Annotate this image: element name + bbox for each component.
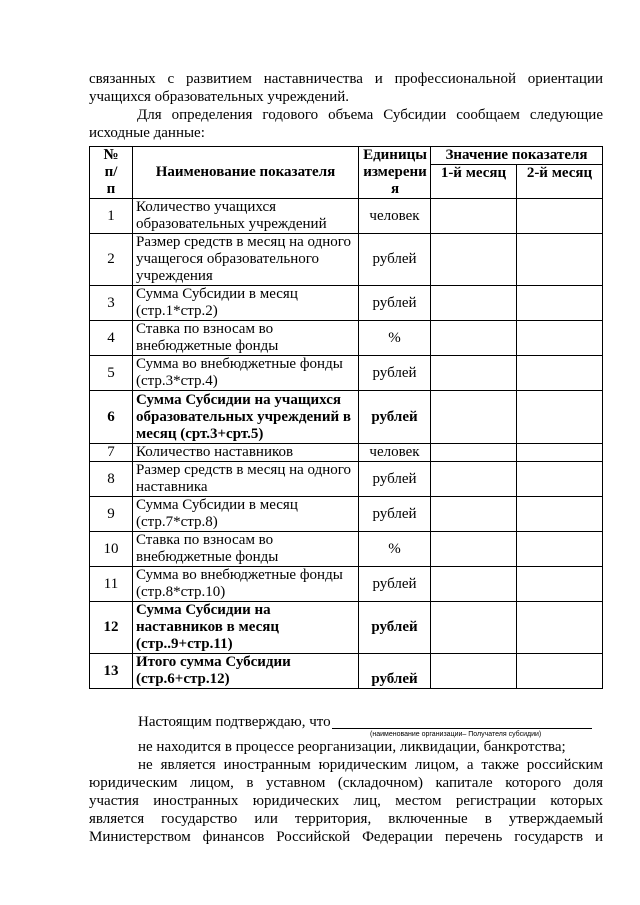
organization-name-caption: (наименование организации– Получателя субсидии) [370,731,542,738]
indicator-name: Ставка по взносам во внебюджетные фонды [133,532,359,567]
table-row [90,602,603,654]
month-1-value[interactable] [431,391,517,444]
unit-of-measure: рублей [359,602,431,654]
table-row [90,199,603,234]
month-2-value[interactable] [517,567,603,602]
header-value: Значение показателя [431,147,603,165]
month-1-value[interactable] [431,234,517,286]
table-row [90,532,603,567]
month-2-value[interactable] [517,654,603,689]
indicator-name: Сумма Субсидии в месяц (стр.7*стр.8) [133,497,359,532]
month-2-value[interactable] [517,444,603,462]
certify-prefix: Настоящим подтверждаю, что [138,714,331,730]
organization-name-field[interactable] [332,728,592,729]
unit-of-measure: рублей [359,654,431,689]
month-2-value[interactable] [517,286,603,321]
table-row [90,444,603,462]
indicator-name: Сумма Субсидии в месяц (стр.1*стр.2) [133,286,359,321]
indicators-table [89,146,603,689]
month-1-value[interactable] [431,462,517,497]
table-row [90,497,603,532]
header-name: Наименование показателя [133,147,359,199]
month-2-value[interactable] [517,497,603,532]
unit-of-measure: рублей [359,567,431,602]
intro-line-3: Для определения годового объема Субсидии сообщаем следующие [137,107,603,123]
row-number: 10 [90,532,133,567]
indicator-name: Размер средств в месяц на одного учащегося образовательного учреждения [133,234,359,286]
unit-of-measure: % [359,532,431,567]
header-num: № п/п [90,147,133,199]
indicator-name: Количество наставников [133,444,359,462]
table-row [90,356,603,391]
row-number: 6 [90,391,133,444]
row-number: 1 [90,199,133,234]
month-1-value[interactable] [431,286,517,321]
indicator-name: Размер средств в месяц на одного наставника [133,462,359,497]
unit-of-measure: рублей [359,286,431,321]
month-1-value[interactable] [431,567,517,602]
row-number: 13 [90,654,133,689]
intro-line-4: исходные данные: [89,125,205,141]
row-number: 2 [90,234,133,286]
month-1-value[interactable] [431,199,517,234]
table-row [90,462,603,497]
header-month-2: 2-й месяц [517,165,603,199]
unit-of-measure: человек [359,444,431,462]
header-month-1: 1-й месяц [431,165,517,199]
month-1-value[interactable] [431,497,517,532]
row-number: 7 [90,444,133,462]
month-1-value[interactable] [431,356,517,391]
unit-of-measure: рублей [359,462,431,497]
month-1-value[interactable] [431,444,517,462]
unit-of-measure: рублей [359,497,431,532]
table-row [90,286,603,321]
row-number: 5 [90,356,133,391]
table-row [90,321,603,356]
row-number: 4 [90,321,133,356]
certify-p2-line-3: участия иностранных юридических лиц, местом регистрации которых [89,793,603,809]
intro-line-1: связанных с развитием наставничества и профессиональной ориентации [89,71,603,87]
table-row [90,391,603,444]
unit-of-measure: рублей [359,234,431,286]
indicator-name: Сумма Субсидии на учащихся образовательных учреждений в месяц (срт.3+срт.5) [133,391,359,444]
table-row [90,567,603,602]
intro-line-2: учащихся образовательных учреждений. [89,89,350,105]
unit-of-measure: % [359,321,431,356]
row-number: 3 [90,286,133,321]
row-number: 8 [90,462,133,497]
indicator-name: Количество учащихся образовательных учреждений [133,199,359,234]
month-2-value[interactable] [517,199,603,234]
certify-p2-line-2: юридическим лицом, в уставном (складочном) капитале которого доля [89,775,603,791]
indicator-name: Сумма Субсидии на наставников в месяц (стр..9+стр.11) [133,602,359,654]
certify-p2-line-4: является государство или территория, включенные в утверждаемый [89,811,603,827]
indicator-name: Сумма во внебюджетные фонды (стр.8*стр.10) [133,567,359,602]
indicator-name: Сумма во внебюджетные фонды (стр.3*стр.4) [133,356,359,391]
month-2-value[interactable] [517,532,603,567]
month-2-value[interactable] [517,462,603,497]
month-2-value[interactable] [517,391,603,444]
month-2-value[interactable] [517,321,603,356]
indicator-name: Итого сумма Субсидии (стр.6+стр.12) [133,654,359,689]
month-1-value[interactable] [431,321,517,356]
month-1-value[interactable] [431,654,517,689]
month-1-value[interactable] [431,602,517,654]
month-2-value[interactable] [517,602,603,654]
row-number: 11 [90,567,133,602]
row-number: 9 [90,497,133,532]
table-row [90,234,603,286]
certify-p2-line-1: не является иностранным юридическим лицом, а также российским [138,757,603,773]
month-2-value[interactable] [517,356,603,391]
unit-of-measure: рублей [359,356,431,391]
unit-of-measure: рублей [359,391,431,444]
header-unit: Единицы измерени я [359,147,431,199]
unit-of-measure: человек [359,199,431,234]
month-2-value[interactable] [517,234,603,286]
indicator-name: Ставка по взносам во внебюджетные фонды [133,321,359,356]
certify-p1: не находится в процессе реорганизации, ликвидации, банкротства; [138,739,566,755]
row-number: 12 [90,602,133,654]
month-1-value[interactable] [431,532,517,567]
table-row [90,654,603,689]
certify-p2-line-5: Министерством финансов Российской Федерации перечень государств и [89,829,603,845]
